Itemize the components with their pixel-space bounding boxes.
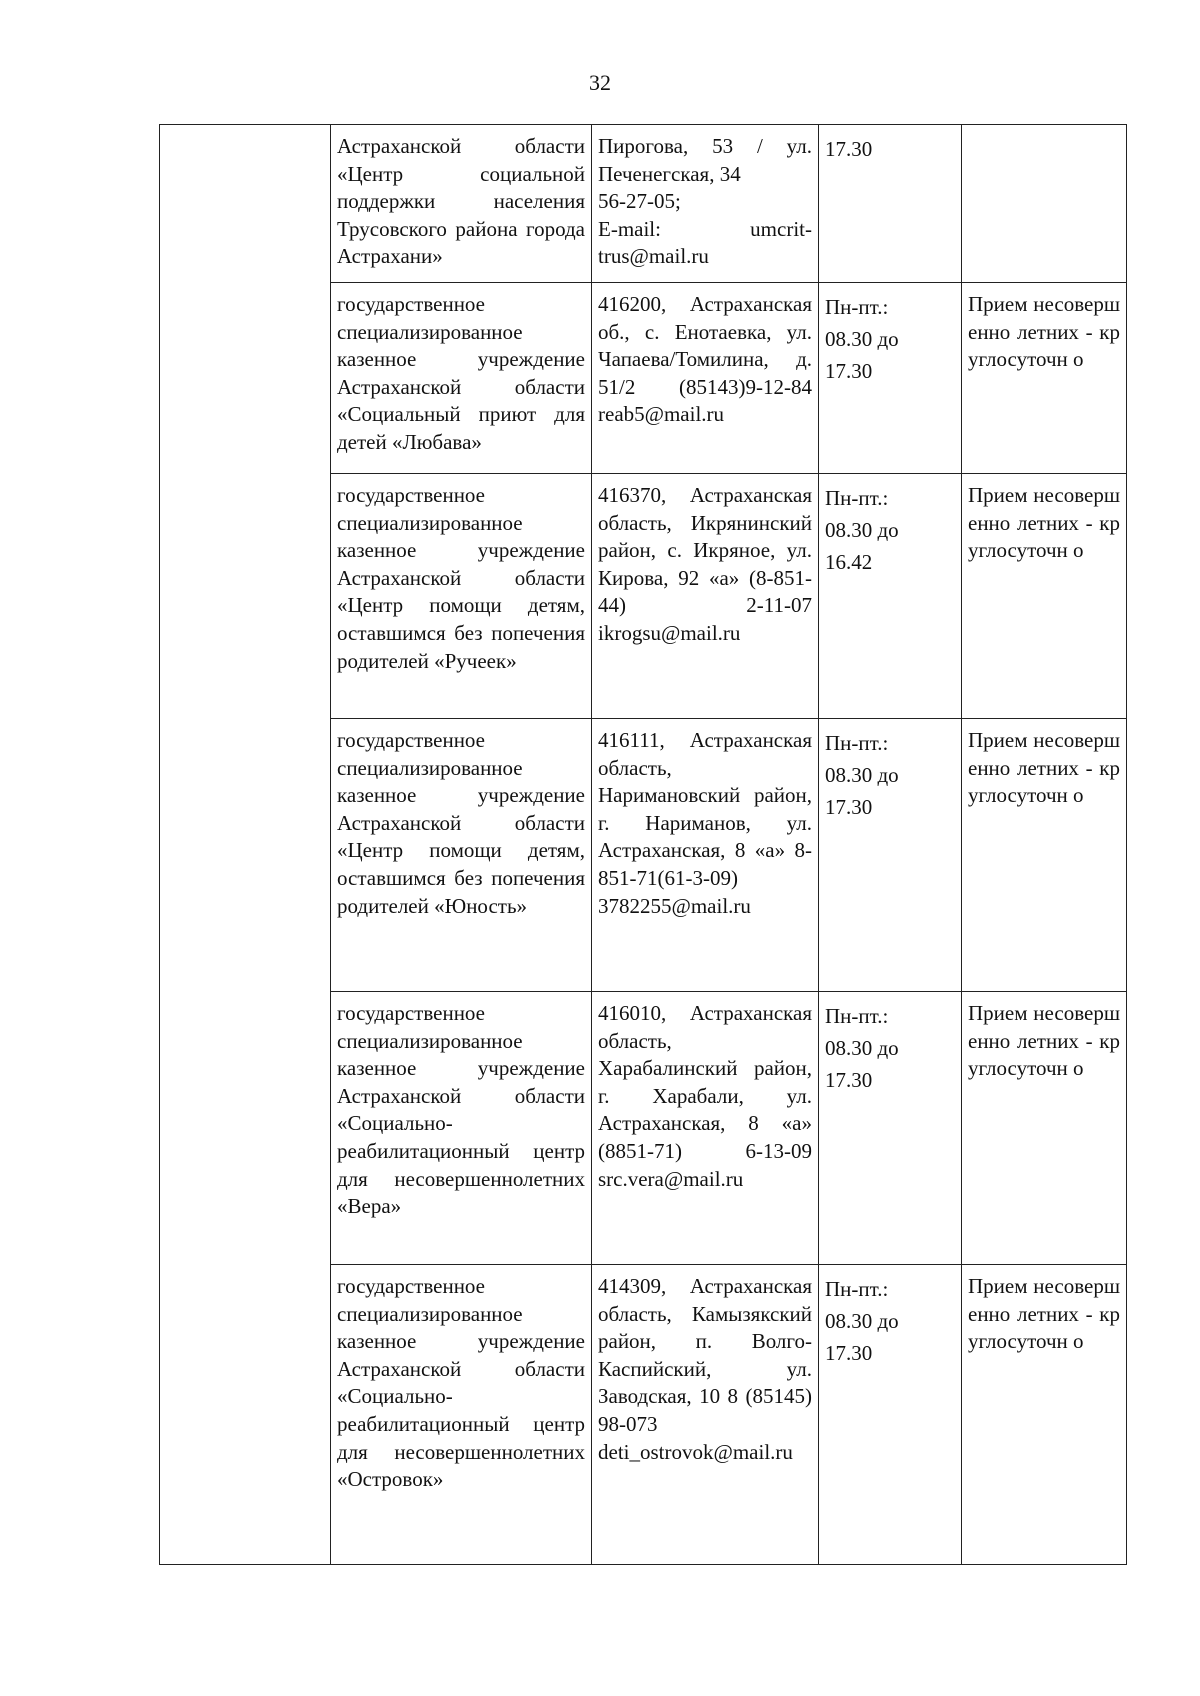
address-cell: 416200, Астраханская об., с. Енотаевка, ул. Чапаева/Томилина, д. 51/2 (85143)9-12-84 reab5@mail.ru — [592, 283, 819, 474]
note-cell: Прием несовершенно летних - круглосуточн о — [962, 283, 1127, 474]
hours-cell: Пн-пт.: 08.30 до 17.30 — [819, 992, 962, 1265]
address-cell: 416010, Астраханская область, Харабалинский район, г. Харабали, ул. Астраханская, 8 «а» (8851-71) 6-13-09 src.vera@mail.ru — [592, 992, 819, 1265]
address-cell: Пирогова, 53 / ул. Печенегская, 34 56-27-05; E-mail: umcrit-trus@mail.ru — [592, 125, 819, 283]
institutions-table — [159, 124, 1127, 1565]
institution-name-cell: Астраханской области «Центр социальной поддержки населения Трусовского района города Астрахани» — [331, 125, 592, 283]
table-row — [160, 125, 1127, 283]
institution-name-cell: государственное специализированное казенное учреждение Астраханской области «Центр помощи детям, оставшимся без попечения родителей «Юность» — [331, 719, 592, 992]
address-cell: 416111, Астраханская область, Наримановский район, г. Нариманов, ул. Астраханская, 8 «а» 8-851-71(61-3-09) 3782255@mail.ru — [592, 719, 819, 992]
note-cell: Прием несовершенно летних - круглосуточн о — [962, 474, 1127, 719]
hours-cell: Пн-пт.: 08.30 до 17.30 — [819, 283, 962, 474]
institution-name-cell: государственное специализированное казенное учреждение Астраханской области «Социальный приют для детей «Любава» — [331, 283, 592, 474]
note-cell: Прием несовершенно летних - круглосуточн о — [962, 992, 1127, 1265]
note-cell — [962, 125, 1127, 283]
note-cell: Прием несовершенно летних - круглосуточн о — [962, 719, 1127, 992]
institution-name-cell: государственное специализированное казенное учреждение Астраханской области «Социально-реабилитационный центр для несовершеннолетних «Вера» — [331, 992, 592, 1265]
address-cell: 414309, Астраханская область, Камызякский район, п. Волго-Каспийский, ул. Заводская, 10 8 (85145) 98-073 deti_ostrovok@mail.ru — [592, 1265, 819, 1565]
hours-cell: Пн-пт.: 08.30 до 17.30 — [819, 719, 962, 992]
address-cell: 416370, Астраханская область, Икрянинский район, с. Икряное, ул. Кирова, 92 «а» (8-851-44) 2-11-07 ikrogsu@mail.ru — [592, 474, 819, 719]
hours-cell: 17.30 — [819, 125, 962, 283]
institution-name-cell: государственное специализированное казенное учреждение Астраханской области «Социально-реабилитационный центр для несовершеннолетних «Островок» — [331, 1265, 592, 1565]
hours-cell: Пн-пт.: 08.30 до 16.42 — [819, 474, 962, 719]
note-cell: Прием несовершенно летних - круглосуточн о — [962, 1265, 1127, 1565]
page-number: 32 — [589, 70, 611, 95]
institution-name-cell: государственное специализированное казенное учреждение Астраханской области «Центр помощи детям, оставшимся без попечения родителей «Ручеек» — [331, 474, 592, 719]
hours-cell: Пн-пт.: 08.30 до 17.30 — [819, 1265, 962, 1565]
number-cell — [160, 125, 331, 1565]
